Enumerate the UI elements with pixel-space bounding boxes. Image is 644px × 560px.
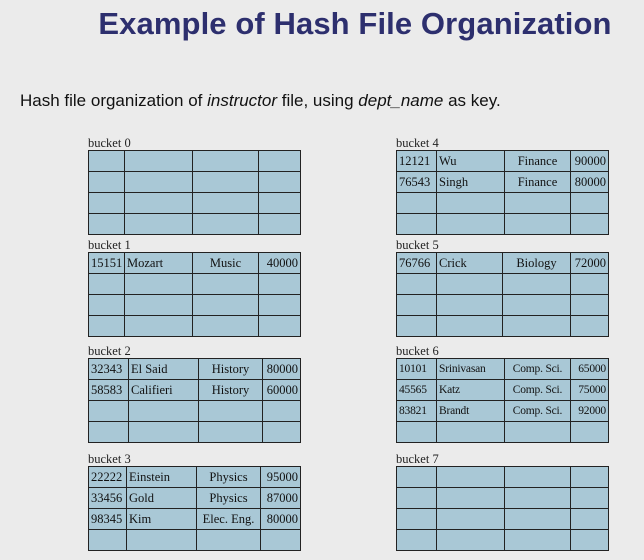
table-row xyxy=(89,193,301,214)
cell-name: Califieri xyxy=(129,380,199,401)
cell-salary xyxy=(571,193,609,214)
bucket-label: bucket 7 xyxy=(396,452,439,466)
bucket-7 xyxy=(396,452,608,551)
cell-id: 76766 xyxy=(397,253,437,274)
cell-name: Srinivasan xyxy=(437,359,505,380)
cell-dept xyxy=(193,274,259,295)
bucket-5 xyxy=(396,238,608,337)
cell-dept: Finance xyxy=(505,151,571,172)
cell-id xyxy=(89,295,125,316)
cell-dept: Elec. Eng. xyxy=(197,509,261,530)
bucket-table xyxy=(88,150,301,235)
cell-id: 12121 xyxy=(397,151,437,172)
cell-dept: Comp. Sci. xyxy=(505,401,571,422)
cell-dept xyxy=(193,151,259,172)
bucket-table xyxy=(396,466,609,551)
cell-id: 58583 xyxy=(89,380,129,401)
table-row xyxy=(397,193,609,214)
bucket-label: bucket 4 xyxy=(396,136,439,150)
cell-id: 33456 xyxy=(89,488,127,509)
cell-id xyxy=(89,214,125,235)
table-row xyxy=(89,316,301,337)
table-row xyxy=(397,488,609,509)
cell-name xyxy=(437,214,505,235)
cell-dept xyxy=(199,401,263,422)
cell-name xyxy=(437,295,503,316)
cell-salary xyxy=(263,401,301,422)
bucket-label: bucket 6 xyxy=(396,344,439,358)
cell-dept xyxy=(505,488,571,509)
table-row xyxy=(89,295,301,316)
cell-id xyxy=(397,193,437,214)
cell-dept xyxy=(505,509,571,530)
cell-dept xyxy=(505,422,571,443)
cell-dept xyxy=(193,214,259,235)
cell-name xyxy=(437,467,505,488)
subtitle-text-1: Hash file organization of xyxy=(20,91,208,110)
cell-dept: Comp. Sci. xyxy=(505,359,571,380)
cell-id xyxy=(89,151,125,172)
cell-salary xyxy=(259,274,301,295)
cell-name xyxy=(437,509,505,530)
cell-id xyxy=(397,274,437,295)
cell-salary xyxy=(259,151,301,172)
cell-salary: 80000 xyxy=(261,509,301,530)
cell-id xyxy=(89,193,125,214)
subtitle-key-name: dept_name xyxy=(358,91,444,110)
subtitle-text-3: as key. xyxy=(443,91,501,110)
cell-salary xyxy=(571,530,609,551)
cell-dept xyxy=(503,274,571,295)
cell-id xyxy=(397,509,437,530)
table-row xyxy=(397,401,609,422)
table-row xyxy=(397,530,609,551)
cell-id xyxy=(397,467,437,488)
cell-dept xyxy=(197,530,261,551)
cell-salary xyxy=(571,295,609,316)
cell-name xyxy=(125,316,193,337)
cell-dept xyxy=(193,193,259,214)
table-row xyxy=(89,509,301,530)
cell-dept: History xyxy=(199,359,263,380)
cell-dept: Physics xyxy=(197,488,261,509)
table-row xyxy=(397,172,609,193)
cell-id xyxy=(397,530,437,551)
table-row xyxy=(89,530,301,551)
cell-salary: 90000 xyxy=(571,151,609,172)
cell-id xyxy=(89,274,125,295)
table-row xyxy=(89,359,301,380)
table-row xyxy=(89,380,301,401)
bucket-4 xyxy=(396,136,608,235)
cell-name xyxy=(125,172,193,193)
table-row xyxy=(397,316,609,337)
cell-dept xyxy=(503,316,571,337)
cell-salary: 80000 xyxy=(263,359,301,380)
table-row xyxy=(89,488,301,509)
cell-dept: Music xyxy=(193,253,259,274)
table-row xyxy=(397,151,609,172)
table-row xyxy=(397,214,609,235)
cell-id xyxy=(89,316,125,337)
slide-title: Example of Hash File Organization xyxy=(98,6,612,41)
bucket-label: bucket 1 xyxy=(88,238,131,252)
cell-name xyxy=(437,274,503,295)
bucket-table xyxy=(88,466,301,551)
bucket-6 xyxy=(396,344,608,443)
cell-id: 98345 xyxy=(89,509,127,530)
cell-salary: 92000 xyxy=(571,401,609,422)
cell-name xyxy=(125,274,193,295)
cell-name xyxy=(125,151,193,172)
subtitle-text-2: file, using xyxy=(277,91,359,110)
cell-id: 45565 xyxy=(397,380,437,401)
cell-salary: 40000 xyxy=(259,253,301,274)
bucket-table xyxy=(88,358,301,443)
cell-id xyxy=(397,316,437,337)
cell-name: Mozart xyxy=(125,253,193,274)
table-row xyxy=(89,214,301,235)
cell-name: Singh xyxy=(437,172,505,193)
bucket-table xyxy=(396,150,609,235)
cell-name xyxy=(437,316,503,337)
cell-salary xyxy=(571,488,609,509)
bucket-2 xyxy=(88,344,300,443)
cell-name: Wu xyxy=(437,151,505,172)
cell-name: El Said xyxy=(129,359,199,380)
table-row xyxy=(397,295,609,316)
cell-dept: Biology xyxy=(503,253,571,274)
cell-dept xyxy=(505,530,571,551)
slide-subtitle xyxy=(20,91,501,111)
table-row xyxy=(89,422,301,443)
subtitle-relation-name: instructor xyxy=(207,91,278,110)
cell-dept xyxy=(505,467,571,488)
cell-salary: 87000 xyxy=(261,488,301,509)
cell-dept: Finance xyxy=(505,172,571,193)
table-row xyxy=(89,253,301,274)
bucket-0 xyxy=(88,136,300,235)
cell-dept xyxy=(505,214,571,235)
cell-id: 76543 xyxy=(397,172,437,193)
bucket-label: bucket 0 xyxy=(88,136,131,150)
cell-salary xyxy=(263,422,301,443)
cell-id xyxy=(397,214,437,235)
bucket-table xyxy=(396,358,609,443)
cell-id xyxy=(89,422,129,443)
cell-name: Katz xyxy=(437,380,505,401)
cell-dept: Comp. Sci. xyxy=(505,380,571,401)
cell-id xyxy=(89,530,127,551)
cell-id xyxy=(397,488,437,509)
cell-id: 15151 xyxy=(89,253,125,274)
cell-salary xyxy=(259,214,301,235)
bucket-table xyxy=(396,252,609,337)
cell-name xyxy=(437,488,505,509)
table-row xyxy=(89,172,301,193)
cell-name xyxy=(437,530,505,551)
cell-name: Einstein xyxy=(127,467,197,488)
cell-name: Kim xyxy=(127,509,197,530)
table-row xyxy=(397,422,609,443)
cell-salary xyxy=(261,530,301,551)
cell-dept xyxy=(199,422,263,443)
cell-name: Brandt xyxy=(437,401,505,422)
cell-salary xyxy=(571,422,609,443)
cell-name xyxy=(127,530,197,551)
cell-salary xyxy=(259,193,301,214)
table-row xyxy=(397,467,609,488)
table-row xyxy=(397,253,609,274)
table-row xyxy=(397,509,609,530)
cell-salary xyxy=(571,467,609,488)
bucket-table xyxy=(88,252,301,337)
cell-name: Crick xyxy=(437,253,503,274)
cell-name xyxy=(125,295,193,316)
bucket-label: bucket 3 xyxy=(88,452,131,466)
cell-dept: Physics xyxy=(197,467,261,488)
cell-name xyxy=(437,193,505,214)
cell-name xyxy=(125,214,193,235)
cell-salary xyxy=(571,316,609,337)
cell-name xyxy=(437,422,505,443)
cell-salary xyxy=(571,274,609,295)
table-row xyxy=(89,401,301,422)
cell-name: Gold xyxy=(127,488,197,509)
cell-salary: 75000 xyxy=(571,380,609,401)
cell-id xyxy=(89,172,125,193)
cell-id xyxy=(397,295,437,316)
bucket-label: bucket 5 xyxy=(396,238,439,252)
cell-id: 32343 xyxy=(89,359,129,380)
bucket-3 xyxy=(88,452,300,551)
cell-salary xyxy=(259,295,301,316)
cell-id xyxy=(89,401,129,422)
bucket-1 xyxy=(88,238,300,337)
cell-dept xyxy=(193,172,259,193)
cell-dept: History xyxy=(199,380,263,401)
cell-id: 22222 xyxy=(89,467,127,488)
cell-dept xyxy=(505,193,571,214)
cell-salary: 65000 xyxy=(571,359,609,380)
table-row xyxy=(89,151,301,172)
cell-salary xyxy=(571,509,609,530)
cell-dept xyxy=(193,316,259,337)
cell-name xyxy=(125,193,193,214)
cell-salary xyxy=(259,172,301,193)
cell-salary: 72000 xyxy=(571,253,609,274)
cell-salary: 60000 xyxy=(263,380,301,401)
cell-id: 10101 xyxy=(397,359,437,380)
cell-salary: 80000 xyxy=(571,172,609,193)
table-row xyxy=(397,274,609,295)
cell-id xyxy=(397,422,437,443)
bucket-label: bucket 2 xyxy=(88,344,131,358)
cell-salary: 95000 xyxy=(261,467,301,488)
cell-dept xyxy=(503,295,571,316)
cell-salary xyxy=(571,214,609,235)
table-row xyxy=(397,380,609,401)
cell-dept xyxy=(193,295,259,316)
cell-id: 83821 xyxy=(397,401,437,422)
table-row xyxy=(397,359,609,380)
cell-name xyxy=(129,422,199,443)
table-row xyxy=(89,467,301,488)
cell-name xyxy=(129,401,199,422)
table-row xyxy=(89,274,301,295)
cell-salary xyxy=(259,316,301,337)
